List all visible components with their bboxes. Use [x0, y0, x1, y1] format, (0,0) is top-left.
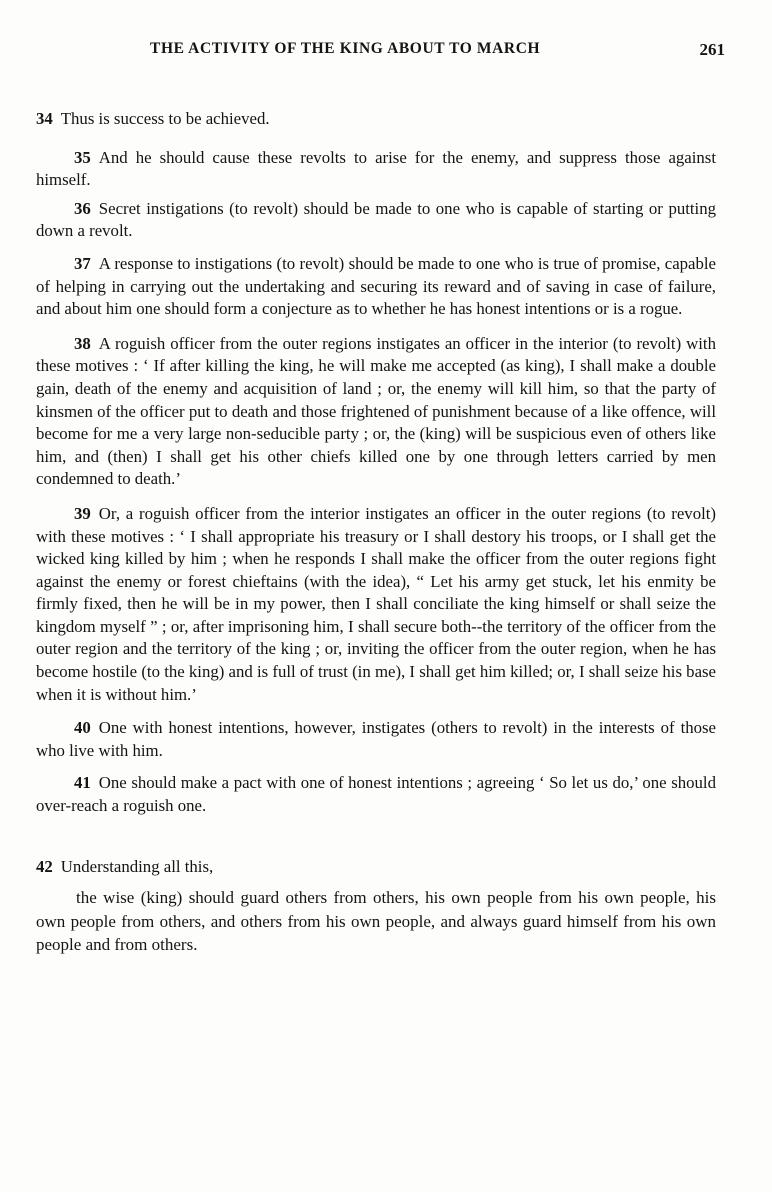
- paragraph-38: [36, 333, 716, 491]
- paragraph-number: 42: [36, 856, 53, 876]
- paragraph-35: [36, 147, 716, 192]
- paragraph-number: 40: [74, 718, 91, 738]
- paragraph-number: 35: [74, 147, 91, 167]
- verse-block: [36, 886, 716, 957]
- paragraph-text: Secret instigations (to revolt) should be made to one who is capable of starting or putting down a revolt.: [36, 198, 716, 241]
- paragraph-number: 39: [74, 503, 91, 523]
- paragraph-text: Thus is success to be achieved.: [60, 109, 270, 128]
- paragraph-42: [36, 856, 716, 879]
- paragraph-36: [36, 198, 716, 243]
- paragraph-text: Understanding all this,: [60, 856, 214, 876]
- paragraph-text: One with honest intentions, however, instigates (others to revolt) in the interests of those who live with him.: [36, 718, 716, 760]
- paragraph-number: 41: [74, 773, 91, 793]
- paragraph-text: Or, a roguish officer from the interior instigates an officer in the outer regions (to revolt) with these motives : ‘ I shall appropriate his treasury or I shall destory his troops, or I shall get the wicked king killed by him ; when he responds I shall make the officer from the outer regions fight against the enemy or forest chieftains (with the idea), “ Let his army get stuck, let his enmity be firmly fixed, then he will be in my power, then I shall conciliate the king himself or shall seize the kingdom myself ” ; or, after imprisoning him, I shall secure both--the territory of the officer from the outer region and the territory of the king ; or, inviting the officer from the outer region, when he has become hostile (to the king) and is full of trust (in me), I shall get him killed; or, I shall seize his base when it is without him.’: [36, 503, 716, 704]
- paragraph-text: A roguish officer from the outer regions instigates an officer in the interior (to revolt) with these motives : ‘ If after killing the king, he will make me accepted (as king), I shall make a double gain, death of the enemy and acquisition of land ; or, the enemy will kill him, so that the party of kinsmen of the officer put to death and those frightened of punishment because of a like offence, will become for me a very large non-seducible party ; or, the (king) will be suspicious even of others like him, and (then) I shall get his other chiefs killed one by one through letters carried by men condemned to death.’: [36, 333, 716, 489]
- verse-text: the wise (king) should guard others from others, his own people from his own people, his own people from others, and others from his own people, and always guard himself from his own people and from others.: [36, 888, 716, 955]
- paragraph-text: One should make a pact with one of honest intentions ; agreeing ‘ So let us do,’ one should over-reach a roguish one.: [36, 773, 716, 816]
- paragraph-number: 38: [74, 333, 91, 353]
- paragraph-39: [36, 503, 716, 706]
- page-number: 261: [699, 40, 725, 59]
- paragraph-text: A response to instigations (to revolt) should be made to one who is true of promise, capable of helping in carrying out the undertaking and securing its reward and of saving in case of failure, and about him one should form a conjecture as to whether he has honest intentions or is a rogue.: [36, 253, 716, 319]
- paragraph-number: 36: [74, 198, 91, 218]
- paragraph-text: And he should cause these revolts to arise for the enemy, and suppress those against himself.: [36, 147, 716, 190]
- paragraph-number: 34: [36, 109, 53, 128]
- paragraph-number: 37: [74, 253, 91, 273]
- page-body: [36, 108, 716, 957]
- paragraph-37: [36, 253, 716, 321]
- paragraph-34: [36, 108, 716, 131]
- running-title: THE ACTIVITY OF THE KING ABOUT TO MARCH: [150, 40, 541, 57]
- paragraph-41: [36, 772, 716, 817]
- page-header: [150, 40, 725, 64]
- paragraph-40: [36, 717, 716, 762]
